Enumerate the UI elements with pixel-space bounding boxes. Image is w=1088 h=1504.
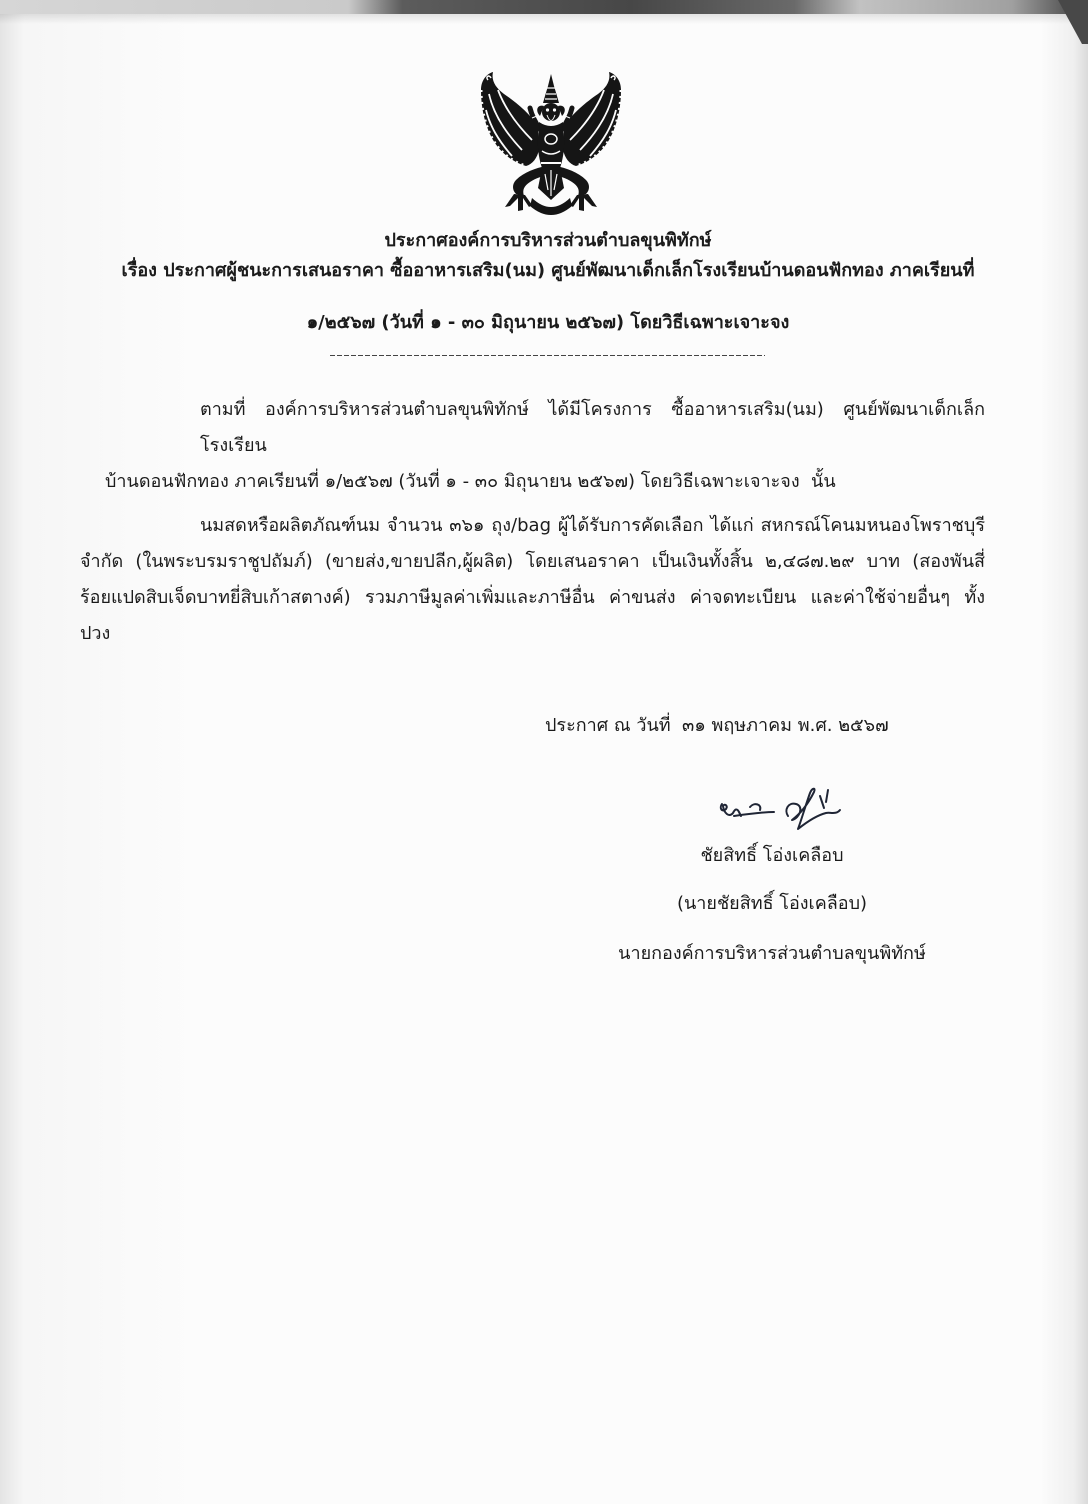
- paragraph-1-line-2: บ้านดอนฟักทอง ภาคเรียนที่ ๑/๒๕๖๗ (วันที่ ๑ - ๓๐ มิถุนายน ๒๕๖๗) โดยวิธีเฉพาะเจาะจง นั้น: [105, 471, 836, 492]
- signer-position: นายกองค์การบริหารส่วนตำบลขุนพิทักษ์: [618, 943, 926, 964]
- body-text: [80, 392, 985, 652]
- divider-line: [330, 355, 765, 356]
- paragraph-2-line-4: ปวง: [80, 623, 111, 644]
- handwritten-signature-icon: [716, 782, 844, 836]
- title-heading: ประกาศองค์การบริหารส่วนตำบลขุนพิทักษ์: [384, 230, 712, 251]
- paragraph-2-line-1: นมสดหรือผลิตภัณฑ์นม จำนวน ๓๖๑ ถุง/bag ผู้ได้รับการคัดเลือก ได้แก่ สหกรณ์โคนมหนองโพราชบุรี: [200, 515, 985, 536]
- announcement-title: [80, 226, 1016, 338]
- garuda-emblem-icon: [478, 66, 624, 226]
- paragraph-2-line-2: จำกัด (ในพระบรมราชูปถัมภ์) (ขายส่ง,ขายปลีก,ผู้ผลิต) โดยเสนอราคา เป็นเงินทั้งสิ้น ๒,๔๘๗.๒๙ บาท (สองพันสี่: [80, 551, 985, 572]
- paragraph-2: [80, 508, 985, 652]
- announcement-date: ประกาศ ณ วันที่ ๓๑ พฤษภาคม พ.ศ. ๒๕๖๗: [545, 715, 889, 736]
- paragraph-1-line-1: ตามที่ องค์การบริหารส่วนตำบลขุนพิทักษ์ ได้มีโครงการ ซื้ออาหารเสริม(นม) ศูนย์พัฒนาเด็กเล็กโรงเรียน: [200, 399, 985, 456]
- paragraph-1: [80, 392, 985, 500]
- title-subject-line-2: ๑/๒๕๖๗ (วันที่ ๑ - ๓๐ มิถุนายน ๒๕๖๗) โดยวิธีเฉพาะเจาะจง: [306, 312, 790, 333]
- signer-block: [552, 838, 992, 972]
- signer-name: ชัยสิทธิ์ โอ่งเคลือบ: [700, 845, 844, 866]
- paragraph-2-line-3: ร้อยแปดสิบเจ็ดบาทยี่สิบเก้าสตางค์) รวมภาษีมูลค่าเพิ่มและภาษีอื่น ค่าขนส่ง ค่าจดทะเบียน และค่าใช้จ่ายอื่นๆ ทั้ง: [80, 587, 985, 608]
- title-subject-line-1: เรื่อง ประกาศผู้ชนะการเสนอราคา ซื้ออาหารเสริม(นม) ศูนย์พัฒนาเด็กเล็กโรงเรียนบ้านดอนฟักทอง ภาคเรียนที่: [121, 260, 975, 281]
- signer-full-name: (นายชัยสิทธิ์ โอ่งเคลือบ): [676, 893, 868, 914]
